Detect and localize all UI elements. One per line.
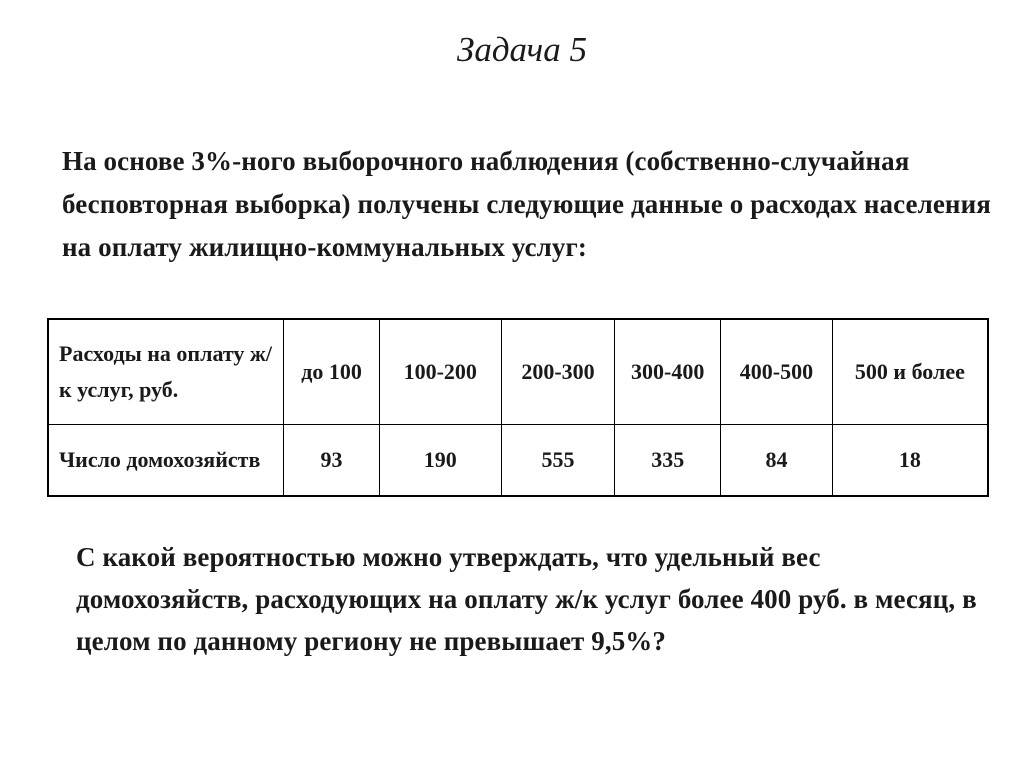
count-cell: 93 bbox=[284, 425, 380, 497]
data-table bbox=[47, 318, 989, 497]
count-cell: 555 bbox=[501, 425, 615, 497]
count-cell: 84 bbox=[721, 425, 833, 497]
category-cell: 100-200 bbox=[379, 319, 501, 425]
category-cell: 200-300 bbox=[501, 319, 615, 425]
intro-text: На основе 3%-ного выборочного наблюдения (собственно-случайная бесповторная выборка) получены следующие данные о расходах населения на оплату жилищно-коммунальных услуг: bbox=[62, 146, 991, 262]
row-label-households: Число домохозяйств bbox=[48, 425, 284, 497]
page-title: Задача 5 bbox=[456, 30, 588, 69]
table-row-expenses bbox=[48, 319, 988, 425]
count-cell: 18 bbox=[832, 425, 988, 497]
category-cell: до 100 bbox=[284, 319, 380, 425]
category-cell: 300-400 bbox=[615, 319, 721, 425]
category-cell: 500 и более bbox=[832, 319, 988, 425]
table-row-households bbox=[48, 425, 988, 497]
count-cell: 190 bbox=[379, 425, 501, 497]
count-cell: 335 bbox=[615, 425, 721, 497]
row-label-expenses: Расходы на оплату ж/к услуг, руб. bbox=[48, 319, 284, 425]
question-text: С какой вероятностью можно утверждать, что удельный вес домохозяйств, расходующих на оплату ж/к услуг более 400 руб. в месяц, в целом по данному региону не превышает 9,5%? bbox=[76, 542, 977, 656]
category-cell: 400-500 bbox=[721, 319, 833, 425]
